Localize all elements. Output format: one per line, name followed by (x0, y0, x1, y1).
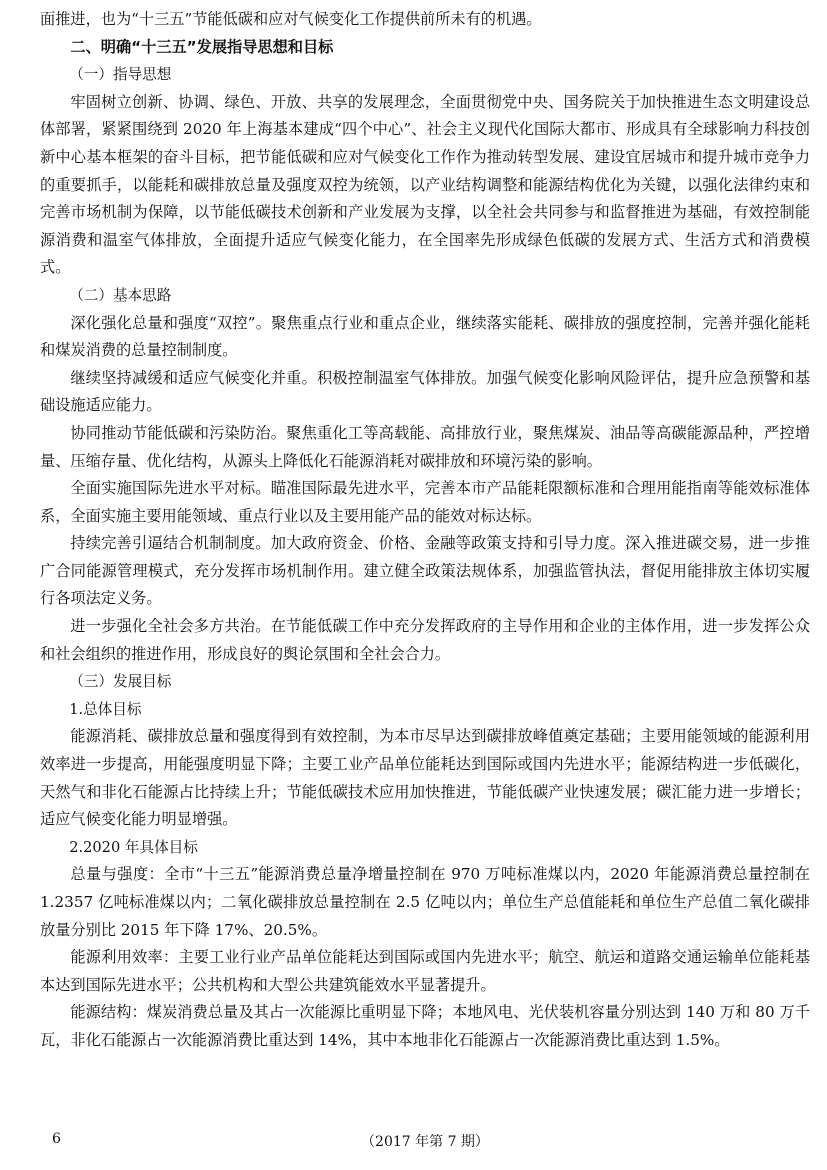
subheading-overall-goals: 1.总体目标 (69, 700, 142, 718)
subheading-guiding-ideology: （一）指导思想 (69, 66, 172, 84)
document-body (40, 6, 810, 1055)
paragraph-total-and-intensity: 总量与强度：全市“十三五”能源消费总量净增量控制在 970 万吨标准煤以内，2020 年能源消费总量控制在 1.2357 亿吨标准煤以内；二氧化碳排放总量控制在 2.5 亿吨以内；单位生产总值能耗和单位生产总值二氧化碳排放量分别比 2015 年下降 17%、20.5%。 (40, 865, 810, 939)
section-heading-2: 二、明确“十三五”发展指导思想和目标 (70, 37, 334, 56)
paragraph-energy-efficiency: 能源利用效率：主要工业行业产品单位能耗达到国际或国内先进水平；航空、航运和道路交通运输单位能耗基本达到国际先进水平；公共机构和大型公共建筑能效水平显著提升。 (40, 948, 810, 994)
subheading-2020-goals: 2.2020 年具体目标 (69, 838, 198, 856)
paragraph-co-governance: 进一步强化全社会多方共治。在节能低碳工作中充分发挥政府的主导作用和企业的主体作用，进一步发挥公众和社会组织的推进作用，形成良好的舆论氛围和全社会合力。 (40, 617, 810, 663)
paragraph-overall-goals: 能源消耗、碳排放总量和强度得到有效控制，为本市尽早达到碳排放峰值奠定基础；主要用能领域的能源利用效率进一步提高，用能强度明显下降；主要工业产品单位能耗达到国际或国内先进水平；能源结构进一步低碳化，天然气和非化石能源占比持续上升；节能低碳技术应用加快推进，节能低碳产业快速发展；碳汇能力进一步增长；适应气候变化能力明显增强。 (40, 727, 810, 829)
paragraph-mitigation-adaptation: 继续坚持减缓和适应气候变化并重。积极控制温室气体排放。加强气候变化影响风险评估，提升应急预警和基础设施适应能力。 (40, 368, 810, 415)
paragraph-dual-control: 深化强化总量和强度“双控”。聚焦重点行业和重点企业，继续落实能耗、碳排放的强度控制，完善并强化能耗和煤炭消费的总量控制制度。 (40, 313, 810, 360)
paragraph-guiding-ideology: 牢固树立创新、协调、绿色、开放、共享的发展理念，全面贯彻党中央、国务院关于加快推进生态文明建设总体部署，紧紧围绕到 2020 年上海基本建成“四个中心”、社会主义现代化国际大都市、形成具有全球影响力科技创新中心基本框架的奋斗目标，把节能低碳和应对气候变化工作作为推动转型发展、建设宜居城市和提升城市竞争力的重要抓手，以能耗和碳排放总量及强度双控为统领，以产业结构调整和能源结构优化为关键，以强化法律约束和完善市场机制为保障，以节能低碳技术创新和产业发展为支撑，以全社会共同参与和监督推进为基础，有效控制能源消费和温室气体排放，全面提升适应气候变化能力，在全国率先形成绿色低碳的发展方式、生活方式和消费模式。 (40, 92, 810, 277)
subheading-development-goals: （三）发展目标 (69, 673, 172, 691)
paragraph-pollution-control: 协同推动节能低碳和污染防治。聚焦重化工等高载能、高排放行业，聚焦煤炭、油品等高碳能源品种，严控增量、压缩存量、优化结构，从源头上降低化石能源消耗对碳排放和环境污染的影响。 (40, 423, 810, 470)
paragraph-energy-structure: 能源结构：煤炭消费总量及其占一次能源比重明显下降；本地风电、光伏装机容量分别达到 140 万和 80 万千瓦，非化石能源占一次能源消费比重达到 14%，其中本地非化石能源占一次能源消费比重达到 1.5%。 (40, 1003, 810, 1049)
subheading-basic-approach: （二）基本思路 (69, 286, 172, 304)
issue-label: （2017 年第 7 期） (361, 1134, 489, 1150)
paragraph-intro-tail: 面推进，也为“十三五”节能低碳和应对气候变化工作提供前所未有的机遇。 (40, 10, 542, 28)
paragraph-mechanisms: 持续完善引逼结合机制制度。加大政府资金、价格、金融等政策支持和引导力度。深入推进碳交易，进一步推广合同能源管理模式，充分发挥市场机制作用。建立健全政策法规体系，加强监管执法，督促用能排放主体切实履行各项法定义务。 (40, 534, 810, 608)
paragraph-benchmarking: 全面实施国际先进水平对标。瞄准国际最先进水平，完善本市产品能耗限额标准和合理用能指南等能效标准体系，全面实施主要用能领域、重点行业以及主要用能产品的能效对标达标。 (40, 479, 810, 525)
page-footer (40, 1131, 810, 1153)
page-number: 6 (52, 1131, 61, 1147)
